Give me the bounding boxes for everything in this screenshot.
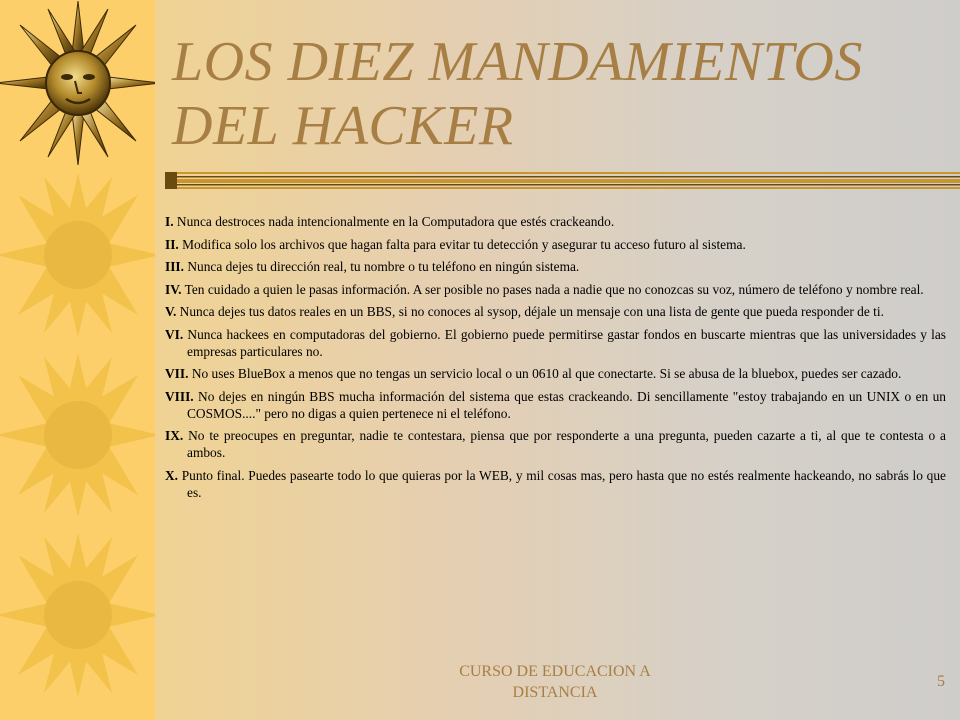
commandment-numeral: VII. — [165, 366, 189, 381]
page-number: 5 — [937, 673, 945, 690]
list-item — [165, 427, 946, 461]
list-item — [165, 236, 946, 253]
commandment-text: Modifica solo los archivos que hagan falta para evitar tu detección y asegurar tu acceso futuro al sistema. — [182, 236, 746, 252]
commandment-text: No te preocupes en preguntar, nadie te contestara, piensa que por responderte a una pregunta, pueden cazarte a ti, al que te contesta o a ambos. — [187, 428, 946, 460]
commandment-text: Nunca destroces nada intencionalmente en la Computadora que estés crackeando. — [176, 214, 615, 229]
slide-title — [172, 30, 932, 158]
sun-icon — [0, 173, 155, 337]
commandment-text: No dejes en ningún BBS mucha información del sistema que estas crackeando. Di sencillamente "estoy trabajando en un UNIX o en un COSMOS...." pero no digas a quien pertenece ni el teléfono. — [187, 388, 946, 421]
list-item — [165, 303, 946, 320]
sun-face-icon — [0, 1, 155, 165]
commandment-numeral: III. — [165, 259, 184, 274]
commandment-text: No uses BlueBox a menos que no tengas un servicio local o un 0610 al que conectarte. Si se abusa de la bluebox, puedes ser cazado. — [191, 366, 902, 381]
commandment-numeral: I. — [165, 214, 174, 229]
footer-line: DISTANCIA — [512, 684, 598, 701]
list-item — [165, 213, 946, 230]
commandment-numeral: V. — [165, 304, 177, 319]
commandment-text: Nunca hackees en computadoras del gobierno. El gobierno puede permitirse gastar fondos en buscarte mientras que las universidades y las empresas particulares no. — [187, 326, 946, 359]
list-item — [165, 326, 946, 360]
commandment-numeral: IV. — [165, 281, 182, 297]
commandment-text: Nunca dejes tus datos reales en un BBS, si no conoces al sysop, déjale un mensaje con una lista de gente que pueda responder de ti. — [179, 304, 884, 319]
list-item — [165, 365, 946, 382]
commandment-numeral: VIII. — [165, 388, 194, 404]
commandment-numeral: X. — [165, 467, 179, 483]
list-item — [165, 281, 946, 298]
sun-icon — [0, 533, 155, 697]
commandment-numeral: VI. — [165, 326, 184, 342]
title-line: LOS DIEZ MANDAMIENTOS — [172, 31, 863, 93]
list-item — [165, 258, 946, 275]
sun-decorations — [0, 0, 155, 720]
commandment-text: Punto final. Puedes pasearte todo lo que quieras por la WEB, y mil cosas mas, pero hasta que no estés realmente hackeando, no sabrás lo que es. — [181, 467, 946, 500]
commandment-numeral: II. — [165, 236, 179, 252]
footer-line: CURSO DE EDUCACION A — [459, 663, 651, 680]
list-item — [165, 388, 946, 422]
title-line: DEL HACKER — [172, 95, 514, 157]
commandment-text: Ten cuidado a quien le pasas información. A ser posible no pases nada a nadie que no conozcas su voz, número de teléfono y nombre real. — [184, 281, 924, 297]
title-divider-rule — [165, 170, 960, 192]
commandment-numeral: IX. — [165, 428, 184, 443]
slide-footer — [430, 661, 680, 703]
commandment-text: Nunca dejes tu dirección real, tu nombre o tu teléfono en ningún sistema. — [187, 259, 580, 274]
list-item — [165, 467, 946, 501]
commandments-list — [165, 213, 946, 506]
left-decoration-band — [0, 0, 155, 720]
sun-icon — [0, 353, 155, 517]
